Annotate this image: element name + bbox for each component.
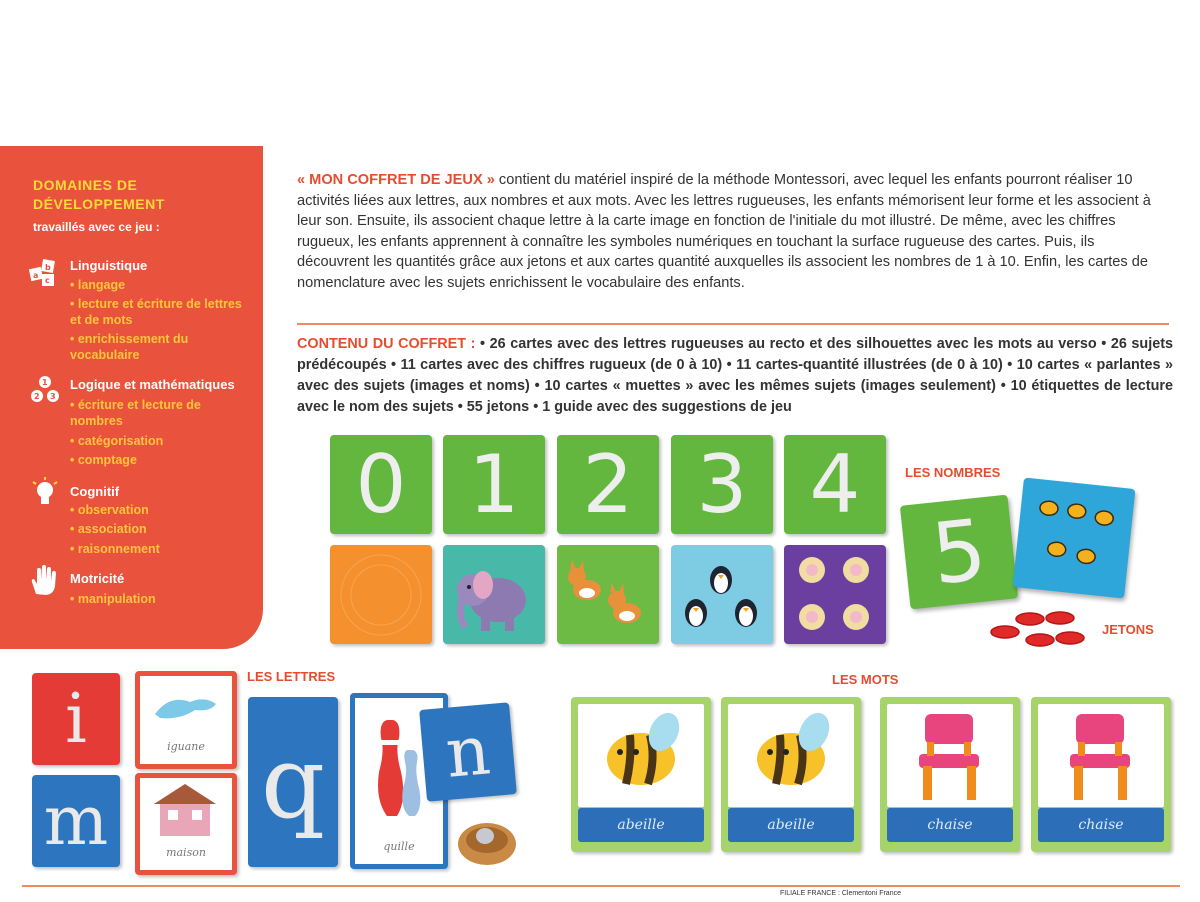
domain-title-cognitif: Cognitif: [70, 484, 120, 499]
domain-item: • observation: [70, 503, 149, 517]
svg-text:3: 3: [50, 392, 56, 401]
word-card: [1031, 697, 1171, 852]
chair-icon: [887, 704, 1013, 807]
bee-icon: [728, 704, 854, 807]
divider: [297, 323, 1169, 325]
quantity-card-penguins: [671, 545, 773, 644]
penguin-icon: [671, 545, 773, 644]
word-card: [880, 697, 1020, 852]
panel-heading-line2: DÉVELOPPEMENT: [33, 196, 165, 212]
word-card-image: [578, 704, 704, 807]
caption-quille: quille: [383, 840, 415, 853]
domain-item: • langage: [70, 278, 126, 292]
dog-icon: [557, 545, 659, 644]
word-label: chaise: [887, 808, 1013, 842]
lightbulb-icon: [28, 476, 62, 510]
word-card-image: [887, 704, 1013, 807]
bee-quantity-card: [1013, 477, 1136, 598]
domain-title-linguistique: Linguistique: [70, 258, 148, 273]
house-icon: [150, 782, 222, 840]
chair-icon: [1038, 704, 1164, 807]
quantity-card-dogs: [557, 545, 659, 644]
development-domains-panel: [0, 146, 263, 649]
intro-lead: « MON COFFRET DE JEUX »: [297, 172, 495, 188]
letter-card-m: m: [32, 775, 120, 867]
abc-blocks-icon: [28, 256, 62, 290]
word-card-image: [728, 704, 854, 807]
domain-title-logique: Logique et mathématiques: [70, 377, 235, 392]
number-blocks-icon: [28, 374, 62, 408]
bee-icon: [1013, 477, 1136, 598]
domain-item: • manipulation: [70, 592, 156, 606]
hand-icon: [28, 564, 62, 598]
panel-subheading: travaillés avec ce jeu :: [33, 220, 160, 234]
domain-item: • comptage: [70, 453, 137, 467]
domain-item: • raisonnement: [70, 542, 160, 556]
number-card: 3: [671, 435, 773, 534]
caption-iguane: iguane: [167, 740, 205, 753]
letter-card-q: q: [248, 697, 338, 867]
letter-card-n: n: [419, 702, 517, 801]
svg-text:b: b: [45, 263, 51, 272]
caption-maison: maison: [166, 846, 206, 859]
footer-text: FILIALE FRANCE : Clementoni France: [780, 890, 901, 897]
quantity-card-sheep: [784, 545, 886, 644]
quantity-card-elephant: [443, 545, 545, 644]
picture-card-iguane: [135, 671, 237, 769]
svg-text:2: 2: [34, 392, 40, 401]
letters-label: LES LETTRES: [247, 669, 336, 684]
big-number-card: 5: [900, 495, 1018, 610]
intro-paragraph: [297, 170, 1169, 293]
picture-card-maison: [135, 773, 237, 875]
svg-text:c: c: [45, 276, 50, 285]
iguana-icon: [150, 684, 222, 729]
letter-card-i: i: [32, 673, 120, 765]
domain-item: • lecture et écriture de lettres et de mots: [70, 297, 242, 327]
word-card: [571, 697, 711, 852]
number-card: 1: [443, 435, 545, 534]
tokens-icon: [985, 605, 1095, 655]
word-card: [721, 697, 861, 852]
footer-divider: [22, 885, 1180, 887]
panel-heading-line1: DOMAINES DE: [33, 177, 138, 193]
bee-icon: [578, 704, 704, 807]
word-label: abeille: [578, 808, 704, 842]
number-card: 2: [557, 435, 659, 534]
nest-icon: [455, 812, 519, 868]
intro-text: contient du matériel inspiré de la méthode Montessori, avec lequel les enfants pourront réaliser 10 activités liées aux lettres, aux nombres et aux mots. Avec les lettres rugueuses, les enfants mémorisent leur forme et les associent à leur son. Ensuite, ils associent chaque lettre à la carte image en fonction de l'initiale du mot illustré. De même, avec les chiffres rugueux, les enfants apprennent à connaître les symboles numériques en touchant la surface rugueuse des cartes. Puis, ils découvrent les quantités grâce aux jetons et aux cartes quantité auxquelles ils associent les nombres de 1 à 10. Enfin, les cartes de nomenclature avec les sujets enrichissent le vocabulaire des enfants.: [297, 172, 1151, 291]
number-card: 0: [330, 435, 432, 534]
svg-text:1: 1: [42, 378, 48, 387]
contents-text: • 26 cartes avec des lettres rugueuses au recto et des silhouettes avec les mots au verso • 26 sujets prédécoupés • 11 cartes avec des chiffres rugueux (de 0 à 10) • 11 cartes-quantité illustrées (de 0 à 10) • 10 cartes « parlantes » avec des sujets (images et noms) • 10 cartes « muettes » avec les mêmes sujets (images seulement) • 10 étiquettes de lecture avec le nom des sujets • 55 jetons • 1 guide avec des suggestions de jeu: [297, 336, 1174, 415]
domain-item: • écriture et lecture de nombres: [70, 398, 201, 428]
domain-item: • association: [70, 522, 147, 536]
domain-title-motricite: Motricité: [70, 571, 125, 586]
elephant-icon: [443, 545, 545, 644]
word-label: chaise: [1038, 808, 1164, 842]
contents-lead: CONTENU DU COFFRET :: [297, 336, 476, 352]
tokens-label: JETONS: [1102, 622, 1154, 637]
quantity-card-empty: [330, 545, 432, 644]
numbers-label: LES NOMBRES: [905, 465, 1001, 480]
sheep-icon: [784, 545, 886, 644]
box-contents: [297, 334, 1173, 418]
domain-item: • enrichissement du vocabulaire: [70, 332, 189, 362]
domain-item: • catégorisation: [70, 434, 164, 448]
word-card-image: [1038, 704, 1164, 807]
number-card: 4: [784, 435, 886, 534]
svg-text:a: a: [33, 271, 39, 280]
words-label: LES MOTS: [832, 672, 899, 687]
word-label: abeille: [728, 808, 854, 842]
